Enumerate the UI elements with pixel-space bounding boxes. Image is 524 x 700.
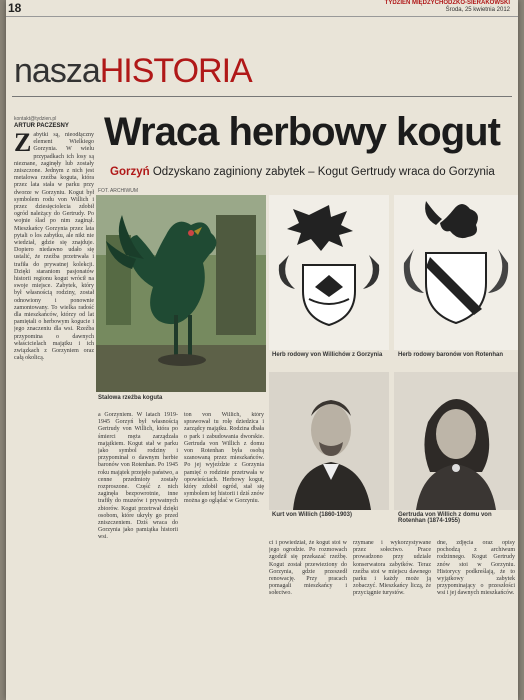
article-column-1	[14, 132, 94, 687]
gertruda-portrait	[394, 372, 518, 510]
willich-crest-caption: Herb rodowy von Willichów z Gorzynia	[272, 352, 383, 358]
article-column-4: ci i powiedział, że kogut stoi w jego ogrodzie. Po rozmowach zgodził się przekazać rzeźbę. Kogut został przewieziony do Gorzynia, gdzie przeszedł renowację. Przy pracach pomagali mieszkańcy i sołectwo.	[269, 540, 347, 597]
willich-coat-of-arms	[269, 195, 389, 350]
rooster-photo	[96, 195, 266, 392]
article-headline: Wraca herbowy kogut	[104, 110, 500, 154]
section-divider	[12, 96, 512, 97]
issue-date: Środa, 25 kwietnia 2012	[445, 7, 510, 13]
page-header	[6, 0, 518, 17]
article-subheadline	[110, 166, 495, 178]
subheadline-text: Odzyskano zaginiony zabytek – Kogut Gertrudy wraca do Gorzynia	[152, 166, 495, 178]
gertruda-caption: Gertruda von Willich z domu von Rotenhan (1874-1955)	[398, 512, 492, 524]
newspaper-page	[6, 0, 518, 700]
eagle-crest-icon	[269, 195, 389, 350]
article-column-6: dne, zdjęcia oraz opisy pochodzą z archiwum rodzinnego. Kogut Gertrudy znów stoi w Gorzyniu. Historycy podkreślają, że to wyjątkowy zabytek przypominający o przeszłości wsi i jej dawnych mieszkańców.	[437, 540, 515, 597]
rooster-credit: FOT. ARCHIWUM	[98, 188, 138, 194]
article-column-2: a Gorzyniem. W latach 1919-1945 Gorzyń był własnością Gertrudy von Willich, która po śmierci męża zarządzała majątkiem. Kogut stał w parku jako symbol rodziny i przypominał o dawnym herbie baronów von Rotenhan. Po 1945 roku majątek przejęło państwo, a cenne przedmioty zostały rozproszone. Część z nich zaginęła bezpowrotnie, inne trafiły do muzeów i prywatnych zbiorów. Kogut przetrwał dzięki osobom, które ukryły go przed zniszczeniem. Dziś wraca do Gorzynia jako pamiątka historii wsi.	[98, 412, 178, 541]
author-name: ARTUR PACZESNY	[14, 123, 69, 129]
section-name: HISTORIA	[99, 52, 252, 90]
rooster-sculpture-image	[96, 195, 266, 392]
portrait-woman-image	[394, 372, 518, 510]
article-column-5: rzymane i wykorzystywane przez sołectwo. Prace prowadzono przy udziale konserwatora zabytków. Teraz rzeźba stoi w miejscu dawnego parku i każdy może ją zobaczyć. Mieszkańcy liczą, że przyciągnie turystów.	[353, 540, 431, 597]
article-location: Gorzyń	[110, 166, 150, 178]
column-1-text: abytki są, nieodłączny element Wielkiego Gorzynia. W wielu przypadkach ich losy są nieznane, zaginęły lub zostały zniszczone. Jednym z nich jest metalowa rzeźba koguta, która przez lata stała w parku przy dworze w Gorzyniu. Kogut był symbolem rodu von Willich i przez dziesięciolecia zdobił ogród należący do Gertrudy. Po wojnie ślad po nim zaginął. Mieszkańcy Gorzynia przez lata pytali o los zabytku, ale nikt nie wiedział, gdzie się znajduje. Dopiero niedawno udało się ustalić, że rzeźba przetrwała i trafiła do prywatnej kolekcji. Dzięki staraniom pasjonatów historii regionu kogut wrócił na swoje miejsce. Zabytek, który był własnością rodziny, został odnowiony i ponownie zamontowany. To wielka radość dla mieszkańców, którzy od lat pamiętali o herbowym kogucie i jego znaczeniu dla wsi. Rzeźba przypomina o dawnych właścicielach majątku i ich związkach z Gorzyniem oraz całą okolicą.	[14, 132, 94, 362]
rotenhan-coat-of-arms	[394, 195, 518, 350]
rooster-crest-icon	[394, 195, 518, 350]
portrait-man-image	[269, 372, 389, 510]
newspaper-name: TYDZIEŃ MIĘDZYCHODZKO-SIERAKOWSKI	[384, 0, 510, 6]
kurt-caption: Kurt von Willich (1860-1903)	[272, 512, 352, 518]
rooster-caption: Stalowa rzeźba koguta	[98, 395, 163, 401]
drop-cap: Z	[14, 132, 32, 157]
article-column-3: ton von Willich, który sprawował tu rolę dziedzica i zarządcy majątku. Rodzina dbała o park i zabudowania dworskie. Gertruda von Willich z domu von Rotenhan była osobą szanowaną przez mieszkańców. Po jej wyjeździe z Gorzynia pamięć o rodzinie przetrwała w opowieściach. Herbowy kogut, który zdobił ogród, stał się symbolem tej historii i dziś znów można go oglądać w Gorzyniu.	[184, 412, 264, 505]
section-prefix: nasza	[14, 52, 100, 90]
rotenhan-crest-caption: Herb rodowy baronów von Rotenhan	[398, 352, 504, 358]
page-number: 18	[8, 1, 22, 15]
section-title	[14, 52, 252, 91]
byline-contact: kontakt@tydzien.pl	[14, 116, 57, 122]
kurt-portrait	[269, 372, 389, 510]
